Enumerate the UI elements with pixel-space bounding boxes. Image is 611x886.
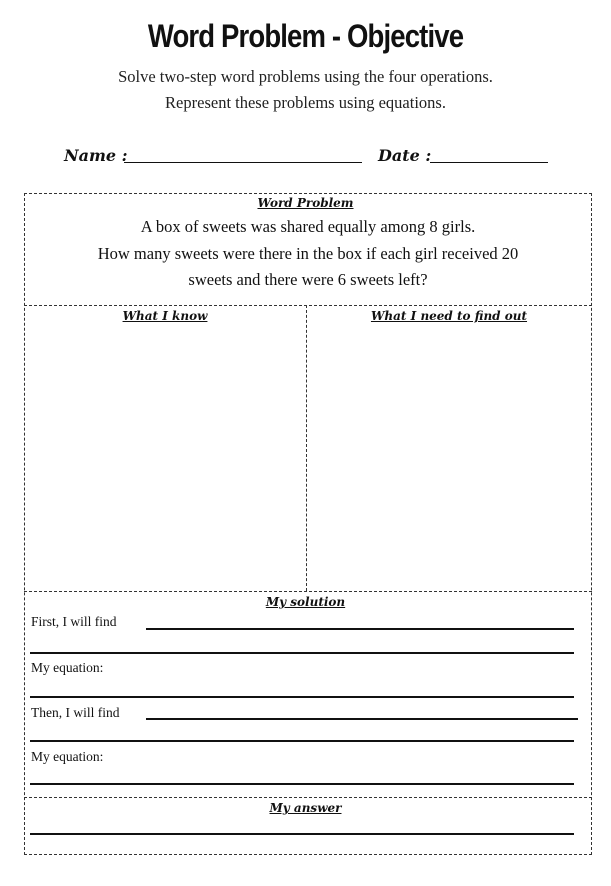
answer-line[interactable] — [30, 833, 574, 835]
word-problem-heading: Word Problem — [257, 196, 354, 210]
word-problem-line-2: How many sweets were there in the box if each girl received 20 — [97, 244, 519, 263]
what-i-know-area[interactable] — [28, 328, 302, 586]
then-answer-line[interactable] — [146, 718, 578, 720]
date-field[interactable] — [430, 162, 548, 163]
then-answer-line-2[interactable] — [30, 740, 574, 742]
what-i-know-heading: What I know — [122, 309, 208, 323]
my-answer-heading: My answer — [269, 801, 342, 815]
what-i-need-area[interactable] — [310, 328, 588, 586]
first-prompt: First, I will find — [31, 614, 117, 629]
word-problem-line-1: A box of sweets was shared equally among 8 girls. — [140, 217, 476, 236]
first-answer-line-2[interactable] — [30, 652, 574, 654]
my-solution-heading: My solution — [265, 595, 346, 609]
objective-line-1: Solve two-step word problems using the four operations. — [118, 67, 493, 86]
what-i-need-heading: What I need to find out — [370, 309, 528, 323]
divider — [24, 305, 592, 306]
equation-line-1[interactable] — [30, 696, 574, 698]
equation-prompt-1: My equation: — [31, 660, 104, 675]
equation-line-2[interactable] — [30, 783, 574, 785]
word-problem-line-3: sweets and there were 6 sweets left? — [188, 270, 428, 289]
divider — [24, 591, 592, 592]
date-label: Date : — [378, 146, 432, 165]
name-label: Name : — [64, 146, 128, 165]
equation-prompt-2: My equation: — [31, 749, 104, 764]
name-field[interactable] — [124, 162, 362, 163]
then-prompt: Then, I will find — [31, 705, 120, 720]
worksheet-title: Word Problem - Objective — [147, 18, 464, 54]
objective-line-2: Represent these problems using equations. — [165, 93, 446, 112]
column-divider — [306, 305, 307, 591]
divider — [24, 797, 592, 798]
first-answer-line[interactable] — [146, 628, 574, 630]
